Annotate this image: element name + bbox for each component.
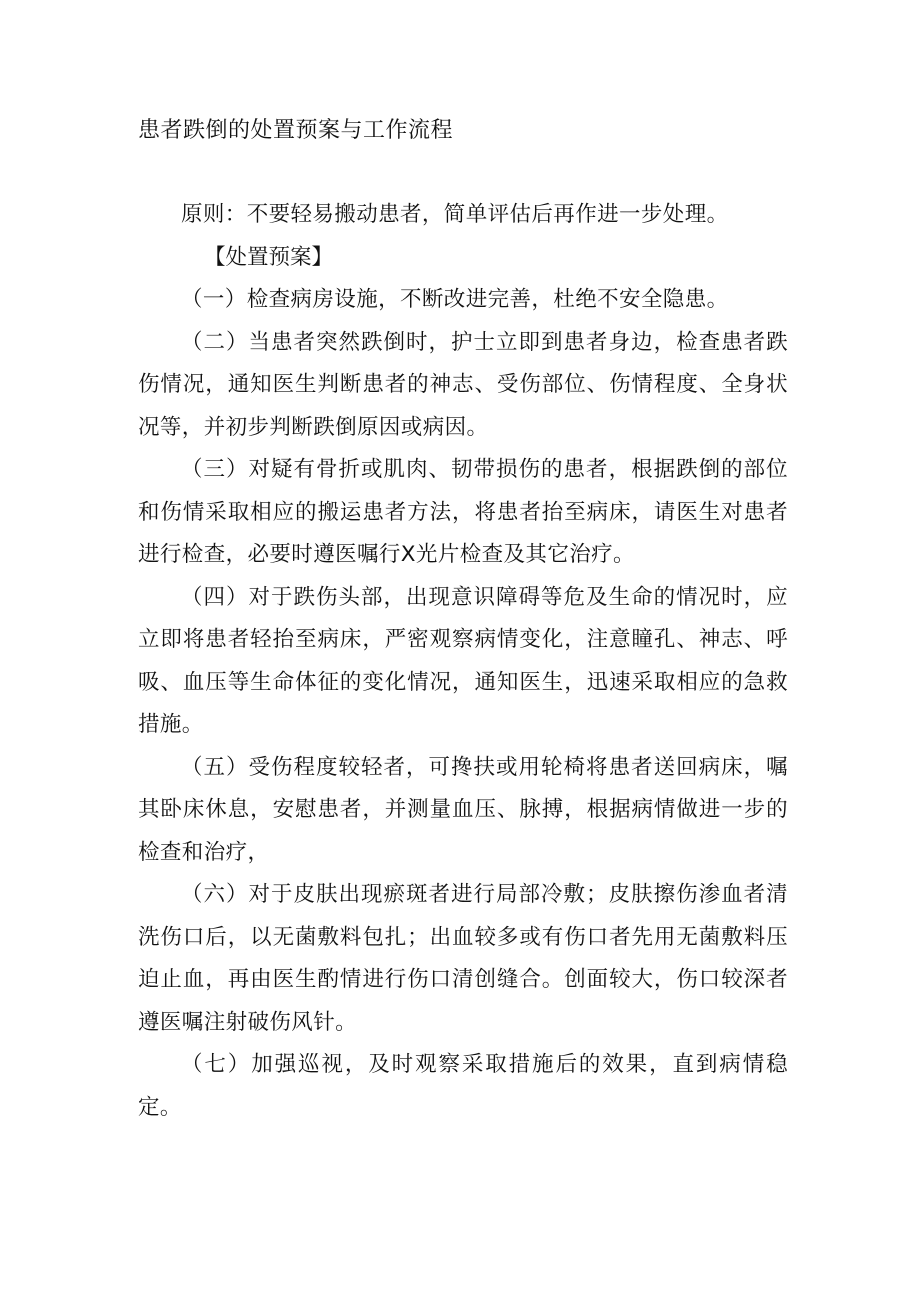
list-item-3: （三）对疑有骨折或肌肉、韧带损伤的患者，根据跌倒的部位和伤情采取相应的搬运患者方法，将患者抬至病床，请医生对患者进行检查，必要时遵医嘱行X光片检查及其它治疗。 [138,457,788,567]
list-item-5: （五）受伤程度较轻者，可搀扶或用轮椅将患者送回病床，嘱其卧床休息，安慰患者，并测量血压、脉搏，根据病情做进一步的检查和治疗， [138,754,788,865]
principle-paragraph: 原则：不要轻易搬动患者，简单评估后再作进一步处理。 [181,202,729,227]
document-body [138,194,788,1129]
list-item-1: （一）检查病房设施，不断改进完善，杜绝不安全隐患。 [181,287,729,312]
section-heading: 【处置预案】 [204,244,334,270]
document-title: 患者跌倒的处置预案与工作流程 [138,118,454,143]
list-item-2: （二）当患者突然跌倒时，护士立即到患者身边，检查患者跌伤情况，通知医生判断患者的神志、受伤部位、伤情程度、全身状况等，并初步判断跌倒原因或病因。 [138,329,788,440]
list-item-7: （七）加强巡视，及时观察采取措施后的效果，直到病情稳定。 [138,1052,788,1120]
list-item-6: （六）对于皮肤出现瘀斑者进行局部冷敷；皮肤擦伤渗血者清洗伤口后，以无菌敷料包扎；出血较多或有伤口者先用无菌敷料压迫止血，再由医生酌情进行伤口清创缝合。创面较大，伤口较深者遵医嘱注射破伤风针。 [138,882,788,1035]
list-item-4: （四）对于跌伤头部，出现意识障碍等危及生命的情况时，应立即将患者轻抬至病床，严密观察病情变化，注意瞳孔、神志、呼吸、血压等生命体征的变化情况，通知医生，迅速采取相应的急救措施。 [138,584,788,737]
